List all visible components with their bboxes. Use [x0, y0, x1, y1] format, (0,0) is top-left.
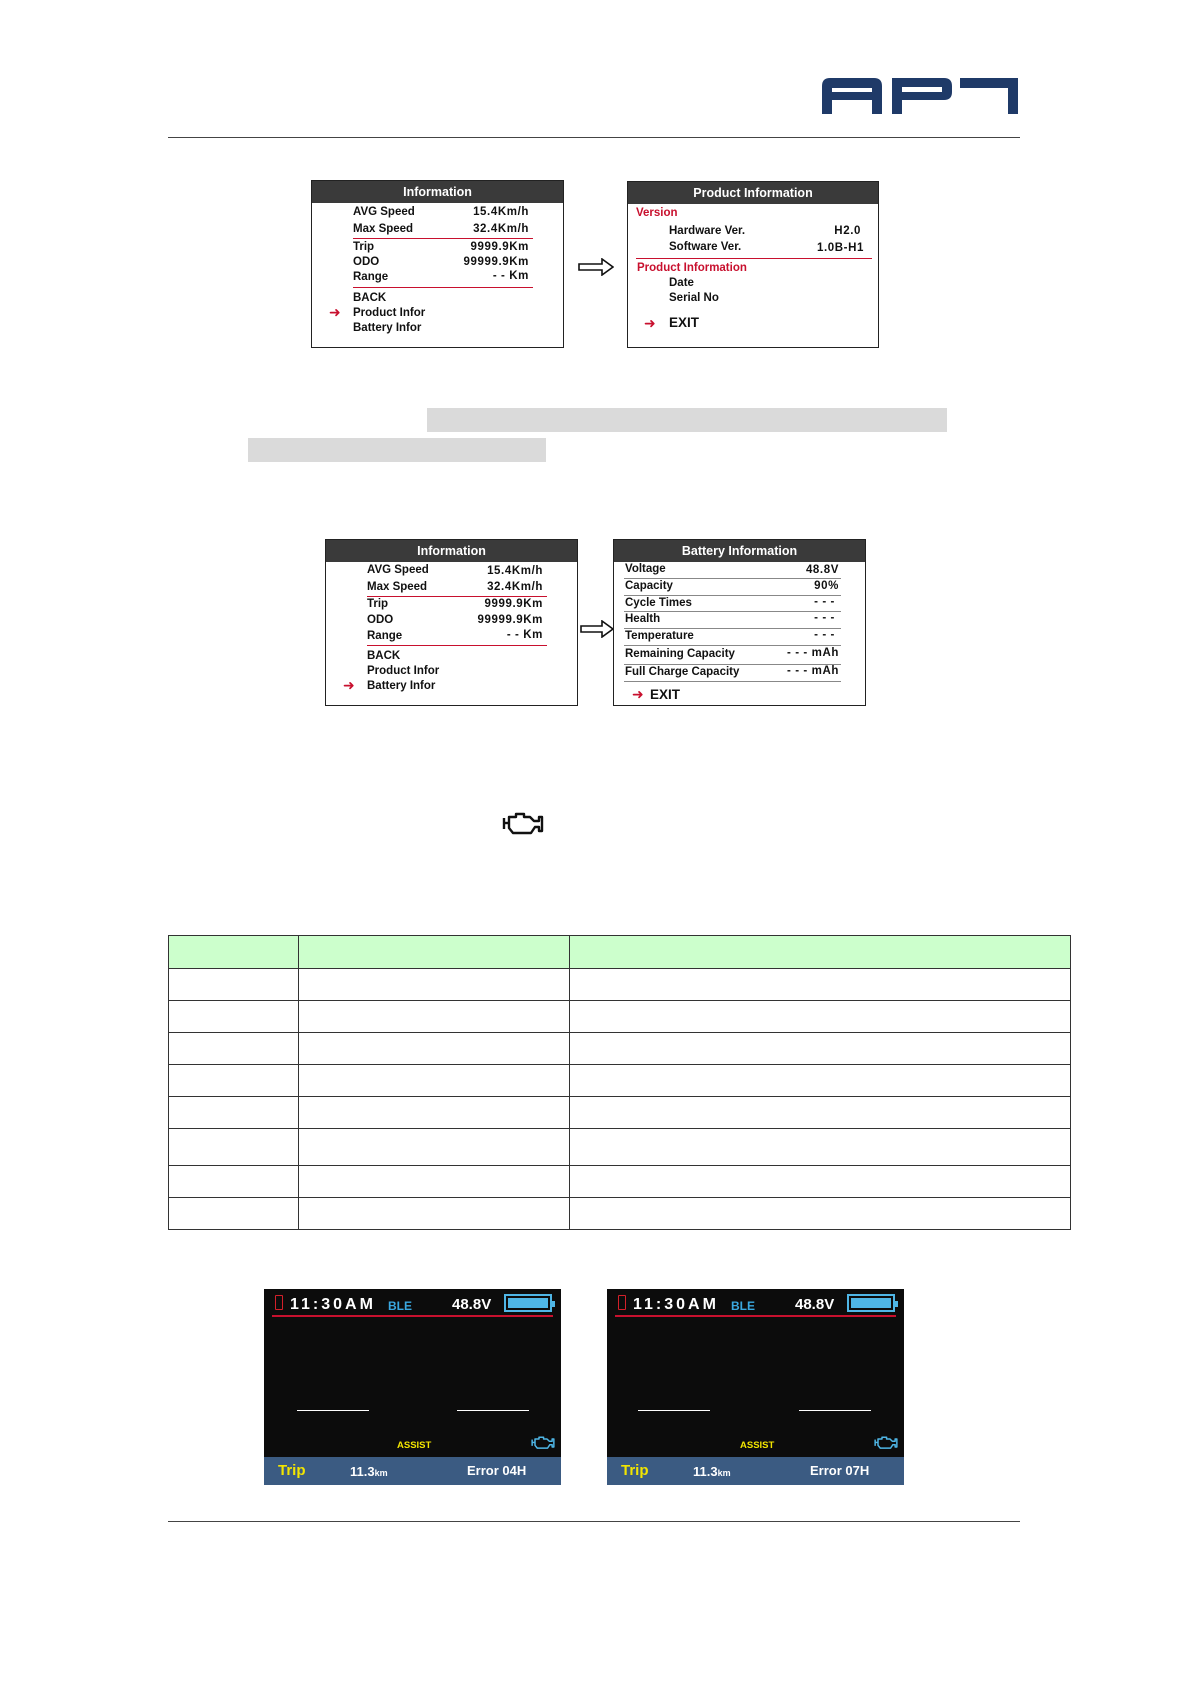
row-label: AVG Speed [367, 564, 429, 576]
trip-label: Trip [278, 1462, 306, 1479]
placeholder-line [297, 1410, 369, 1411]
row-value: 15.4Km/h [487, 565, 543, 577]
row-value: 15.4Km/h [473, 206, 529, 218]
table-row [169, 1001, 1071, 1033]
divider [624, 578, 841, 579]
selection-arrow-icon: ➜ [329, 304, 341, 320]
engine-warning-icon [874, 1434, 898, 1452]
trip-label: Trip [621, 1462, 649, 1479]
divider [367, 645, 547, 646]
phone-icon [275, 1295, 283, 1310]
row-label: Trip [353, 241, 375, 253]
version-heading: Version [636, 207, 678, 219]
menu-item-back[interactable]: BACK [367, 650, 401, 662]
row-value: 48.8V [805, 564, 839, 576]
row-label: Full Charge Capacity [625, 666, 740, 678]
hardware-value: H2.0 [834, 225, 861, 237]
menu-item-battery-infor[interactable]: Battery Infor [353, 322, 422, 334]
footer-rule [168, 1521, 1020, 1522]
menu-item-product-infor[interactable]: Product Infor [367, 665, 440, 677]
header-rule [168, 137, 1020, 138]
clock: 11:30AM [633, 1296, 719, 1313]
row-label: Temperature [625, 630, 694, 642]
voltage-readout: 48.8V [795, 1296, 835, 1313]
battery-icon [847, 1294, 895, 1312]
date-label: Date [669, 277, 694, 289]
phone-icon [618, 1295, 626, 1310]
software-value: 1.0B-H1 [816, 242, 864, 254]
row-value: 32.4Km/h [487, 581, 543, 593]
status-bar [264, 1457, 561, 1485]
row-value: - - - [814, 629, 835, 641]
selection-arrow-icon: ➜ [632, 686, 644, 702]
divider [353, 238, 533, 239]
row-label: Capacity [625, 580, 673, 592]
highlighted-text-bar [427, 408, 947, 432]
table-row [169, 1166, 1071, 1198]
placeholder-line [638, 1410, 710, 1411]
display-screen-error-07h [607, 1289, 904, 1485]
row-label: Voltage [625, 563, 666, 575]
trip-distance: 11.3km [350, 1464, 388, 1479]
divider [353, 287, 533, 288]
ble-indicator: BLE [731, 1299, 755, 1313]
menu-item-back[interactable]: BACK [353, 292, 387, 304]
error-code-table [168, 935, 1071, 1230]
row-label: Remaining Capacity [625, 648, 735, 660]
error-code: Error 07H [810, 1463, 870, 1478]
panel-title: Information [326, 540, 577, 562]
assist-label: ASSIST [740, 1440, 775, 1451]
product-info-heading: Product Information [637, 262, 747, 274]
selection-arrow-icon: ➜ [644, 315, 656, 331]
divider [367, 596, 547, 597]
table-row [169, 969, 1071, 1001]
error-code: Error 04H [467, 1463, 527, 1478]
table-header-cell [169, 936, 299, 969]
display-screen-error-04h [264, 1289, 561, 1485]
hollow-arrow-icon [580, 620, 614, 638]
menu-item-product-infor[interactable]: Product Infor [353, 307, 426, 319]
assist-label: ASSIST [397, 1440, 432, 1451]
battery-icon [504, 1294, 552, 1312]
row-value: 90% [814, 580, 839, 592]
divider [624, 628, 841, 629]
information-panel-1 [311, 180, 564, 348]
row-value: 99999.9Km [477, 614, 543, 626]
row-value: - - Km [492, 270, 529, 282]
row-value: - - - [814, 596, 835, 608]
divider [624, 645, 841, 646]
row-value: 99999.9Km [463, 256, 529, 268]
placeholder-line [457, 1410, 529, 1411]
voltage-readout: 48.8V [452, 1296, 492, 1313]
panel-title: Product Information [628, 182, 878, 204]
highlighted-text-bar [248, 438, 546, 462]
panel-title: Battery Information [614, 540, 865, 562]
row-label: AVG Speed [353, 206, 415, 218]
table-row [169, 1065, 1071, 1097]
row-label: Range [353, 271, 389, 283]
row-value: 9999.9Km [484, 598, 543, 610]
engine-warning-icon [531, 1434, 555, 1452]
table-header-row [169, 936, 1071, 969]
row-label: Cycle Times [625, 597, 692, 609]
software-label: Software Ver. [669, 241, 742, 253]
ble-indicator: BLE [388, 1299, 412, 1313]
information-panel-2 [325, 539, 578, 706]
exit-button[interactable]: EXIT [650, 687, 681, 702]
selection-arrow-icon: ➜ [343, 677, 355, 693]
panel-title: Information [312, 181, 563, 203]
row-value: - - Km [506, 629, 543, 641]
product-information-panel [627, 181, 879, 348]
hardware-label: Hardware Ver. [669, 225, 746, 237]
row-label: Max Speed [353, 223, 414, 235]
table-row [169, 1033, 1071, 1065]
clock: 11:30AM [290, 1296, 376, 1313]
table-header-cell [570, 936, 1071, 969]
row-value: - - - [814, 612, 835, 624]
status-bar [607, 1457, 904, 1485]
row-label: ODO [367, 614, 394, 626]
serial-label: Serial No [669, 292, 719, 304]
row-label: Health [625, 613, 661, 625]
table-row [169, 1198, 1071, 1230]
row-label: ODO [353, 256, 380, 268]
apt-logo [822, 78, 1018, 114]
row-value: - - - mAh [786, 647, 839, 659]
engine-warning-icon [502, 811, 544, 837]
row-label: Trip [367, 598, 389, 610]
row-value: - - - mAh [786, 665, 839, 677]
menu-item-battery-infor[interactable]: Battery Infor [367, 680, 436, 692]
row-value: 9999.9Km [470, 241, 529, 253]
table-row [169, 1097, 1071, 1129]
battery-information-panel [613, 539, 866, 706]
divider [624, 611, 841, 612]
header-divider [272, 1315, 553, 1317]
trip-distance: 11.3km [693, 1464, 731, 1479]
row-value: 32.4Km/h [473, 223, 529, 235]
row-label: Range [367, 630, 403, 642]
header-divider [615, 1315, 896, 1317]
divider [624, 681, 841, 682]
row-label: Max Speed [367, 581, 428, 593]
divider [624, 595, 841, 596]
table-row [169, 1129, 1071, 1166]
placeholder-line [799, 1410, 871, 1411]
divider [636, 258, 872, 259]
exit-button[interactable]: EXIT [669, 315, 700, 330]
hollow-arrow-icon [578, 258, 614, 276]
table-header-cell [299, 936, 570, 969]
